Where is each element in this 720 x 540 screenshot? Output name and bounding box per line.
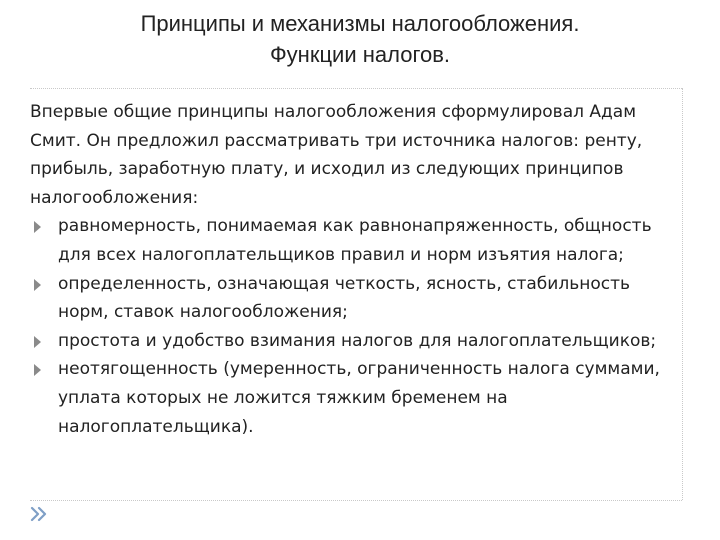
triangle-bullet-icon: [34, 336, 41, 348]
list-item-text: равномерность, понимаемая как равнонапряженность, общность для всех налогоплательщиков правил и норм изъятия налога;: [58, 216, 652, 265]
triangle-bullet-icon: [34, 364, 41, 376]
list-item-text: определенность, означающая четкость, ясность, стабильность норм, ставок налогообложения;: [58, 273, 630, 323]
list-item-text: простота и удобство взимания налогов для налогоплательщиков;: [58, 330, 657, 351]
triangle-bullet-icon: [34, 279, 41, 291]
title-line-2: Функции налогов.: [269, 42, 451, 67]
intro-paragraph: Впервые общие принципы налогообложения сформулировал Адам Смит. Он предложил рассматривать три источника налогов: ренту, прибыль, заработную плату, и исходил из следующих принципов налогообложения:: [30, 102, 643, 208]
double-chevron-icon: [30, 506, 48, 522]
list-item-text: неотягощенность (умеренность, ограниченность налога суммами, уплата которых не ложится тяжким бременем на налогоплательщика).: [58, 359, 660, 437]
principles-list: [30, 212, 680, 441]
list-item: [30, 270, 680, 327]
title-line-1: Принципы и механизмы налогообложения.: [140, 11, 580, 36]
list-item: [30, 327, 680, 356]
dotted-divider-top: [30, 88, 682, 89]
dotted-divider-right: [682, 88, 683, 500]
slide-body: [30, 98, 680, 441]
slide-title: [40, 8, 680, 70]
dotted-divider-bottom: [30, 500, 682, 501]
list-item: [30, 355, 680, 441]
triangle-bullet-icon: [34, 221, 41, 233]
list-item: [30, 212, 680, 269]
